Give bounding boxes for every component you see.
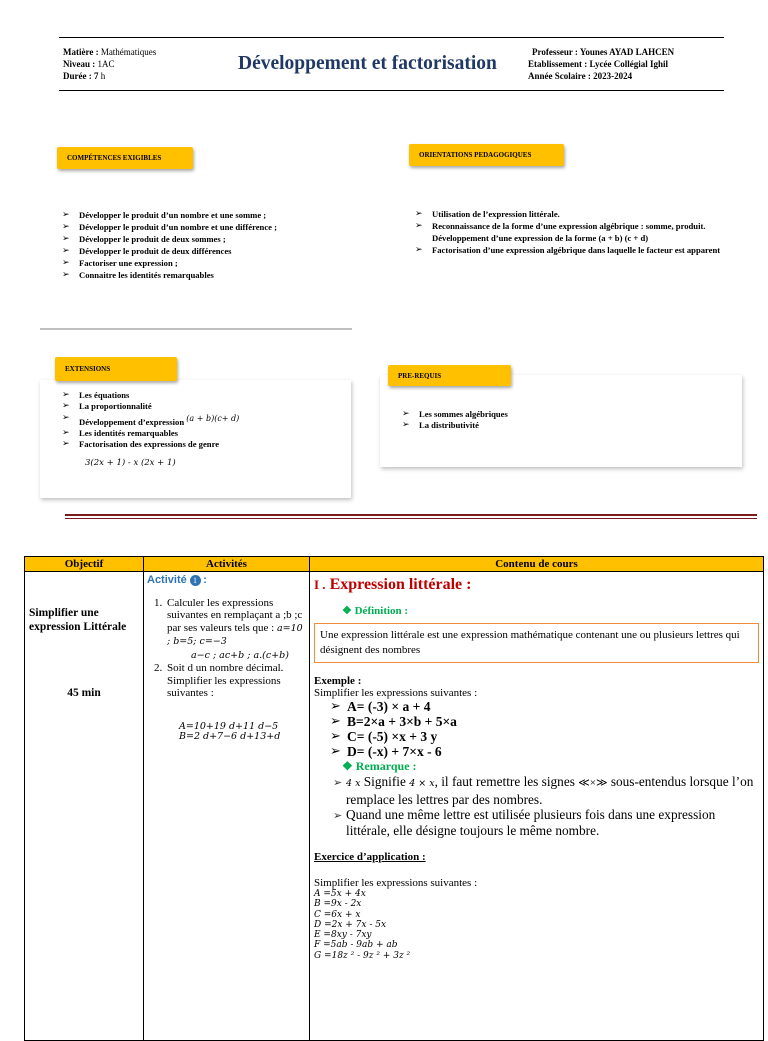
- list-item: ➢ D= (-x) + 7×x - 6: [330, 744, 759, 759]
- definition-title: ❖ Définition :: [342, 605, 409, 617]
- header-activites: Activités: [144, 557, 310, 572]
- list-item: ➢ B=2×a + 3×b + 5×a: [330, 714, 759, 729]
- exercice-title: Exercice d’application :: [314, 851, 426, 863]
- header-objectif: Objectif: [25, 557, 144, 572]
- list-item: ➢ Factorisation des expressions de genre: [62, 439, 239, 450]
- extension-formula: 3(2x + 1) - x (2x + 1): [85, 458, 176, 468]
- list-item: 1. Calculer les expressions suivantes en remplaçant a ;b ;c par ses valeurs tels que : a=10 ; b=5; c=−3 a−c ; ac+b ; a.(c+b): [165, 597, 307, 663]
- remarque-title: ❖ Remarque :: [342, 759, 417, 773]
- list-item: ➢ Développer le produit de deux sommes ;: [62, 233, 277, 245]
- section-divider-thin: [65, 518, 757, 519]
- list-item: E =8xy - 7xy: [314, 930, 372, 941]
- page-title: Développement et factorisation: [238, 53, 497, 74]
- objectif-text: Simplifier une expression Littérale: [29, 607, 127, 633]
- section-divider: [65, 514, 757, 516]
- list-item: 2. Soit d un nombre décimal. Simplifier les expressions suivantes :: [165, 662, 307, 700]
- list-item: ➢ Factorisation d’une expression algébrique dans laquelle le facteur est apparent: [415, 244, 731, 256]
- remarque-list: [314, 774, 759, 838]
- list-item: ➢ Développement d’expression $^{(a + b)(c+ d)}$: [62, 413, 239, 428]
- definition-box: Une expression littérale est une expression mathématique contenant une ou plusieurs lettres qui désignent des nombres: [314, 623, 759, 663]
- competences-box: [40, 172, 352, 330]
- activite-heading: Activité 1 :: [147, 574, 207, 586]
- extensions-box: [40, 380, 351, 498]
- header-top-rule: [59, 37, 724, 38]
- header-left-info: Matière : Mathématiques Niveau : 1AC Durée : 7 h: [63, 47, 157, 81]
- list-item: ➢ Les équations: [62, 390, 239, 401]
- header-contenu: Contenu de cours: [310, 557, 764, 572]
- prerequis-tab: PRE-REQUIS: [388, 365, 511, 386]
- list-item: ➢ C= (-5) ×x + 3 y: [330, 729, 759, 744]
- activite-list: [147, 597, 307, 700]
- list-item: ➢ Les sommes algébriques: [402, 409, 508, 420]
- exercice-intro: Simplifier les expressions suivantes :: [314, 877, 478, 889]
- list-item: ➢ Développer le produit de deux différences: [62, 245, 277, 257]
- list-item: ➢ Développer le produit d’un nombre et une somme ;: [62, 209, 277, 221]
- exemple-list: [314, 699, 759, 759]
- orientations-list: [415, 208, 731, 256]
- exemple-intro: Simplifier les expressions suivantes :: [314, 687, 478, 699]
- objectif-cell: [25, 572, 144, 1041]
- list-item: A =5x + 4x: [314, 889, 366, 899]
- extensions-list: [62, 390, 239, 450]
- section-title: I . Expression littérale :: [314, 576, 472, 593]
- list-item: ➢ Quand une même lettre est utilisée plusieurs fois dans une expression littérale, elle désigne toujours le même nombre.: [314, 807, 759, 838]
- orientations-tab: ORIENTATIONS PEDAGOGIQUES: [409, 144, 564, 166]
- list-item: ➢ Les identités remarquables: [62, 428, 239, 439]
- list-item: F =5ab - 9ab + ab: [314, 940, 398, 951]
- list-item: B =9x - 2x: [314, 899, 362, 910]
- list-item: G =18z ² - 9z ² + 3z ²: [314, 950, 411, 961]
- exercice-list: [314, 889, 759, 961]
- list-item: ➢ 4 x Signifie 4 × x, il faut remettre les signes ≪×≫ sous-entendus lorsque l’on remplace les lettres par des nombres.: [314, 774, 759, 807]
- list-item: ➢ Développer le produit d’un nombre et une différence ;: [62, 221, 277, 233]
- contenu-cell: [310, 572, 764, 1041]
- header-bottom-rule: [59, 90, 724, 91]
- lesson-table: [24, 556, 764, 1041]
- prerequis-box: [380, 375, 742, 467]
- list-item: ➢ A= (-3) × a + 4: [330, 699, 759, 714]
- number-badge-icon: 1: [190, 575, 201, 586]
- list-item: ➢ La distributivité: [402, 420, 508, 431]
- prerequis-list: [402, 409, 508, 431]
- list-item: C =6x + x: [314, 909, 361, 920]
- list-item: ➢ Connaitre les identités remarquables: [62, 269, 277, 281]
- competences-tab: COMPÉTENCES EXIGIBLES: [57, 147, 193, 169]
- extensions-tab: EXTENSIONS: [55, 357, 177, 381]
- duration: 45 min: [67, 687, 101, 699]
- list-item: ➢ La proportionnalité: [62, 401, 239, 412]
- list-item: ➢ Reconnaissance de la forme d’une expression algébrique : somme, produit. Développement d’une expression de la forme (a + b) (c + d): [415, 220, 731, 244]
- header-right-info: Professeur : Younes AYAD LAHCEN Etablissement : Lycée Collégial Ighil Année Scolaire : 2023-2024: [528, 47, 675, 81]
- competences-list: [62, 209, 277, 281]
- list-item: ➢ Factoriser une expression ;: [62, 257, 277, 269]
- activite-expressions: A=10+19 d+11 d−5 B=2 d+7−6 d+13+d: [179, 720, 281, 742]
- list-item: D =2x + 7x - 5x: [314, 919, 387, 930]
- exemple-title: Exemple :: [314, 675, 362, 687]
- activites-cell: [144, 572, 310, 1041]
- list-item: ➢ Utilisation de l’expression littérale.: [415, 208, 731, 220]
